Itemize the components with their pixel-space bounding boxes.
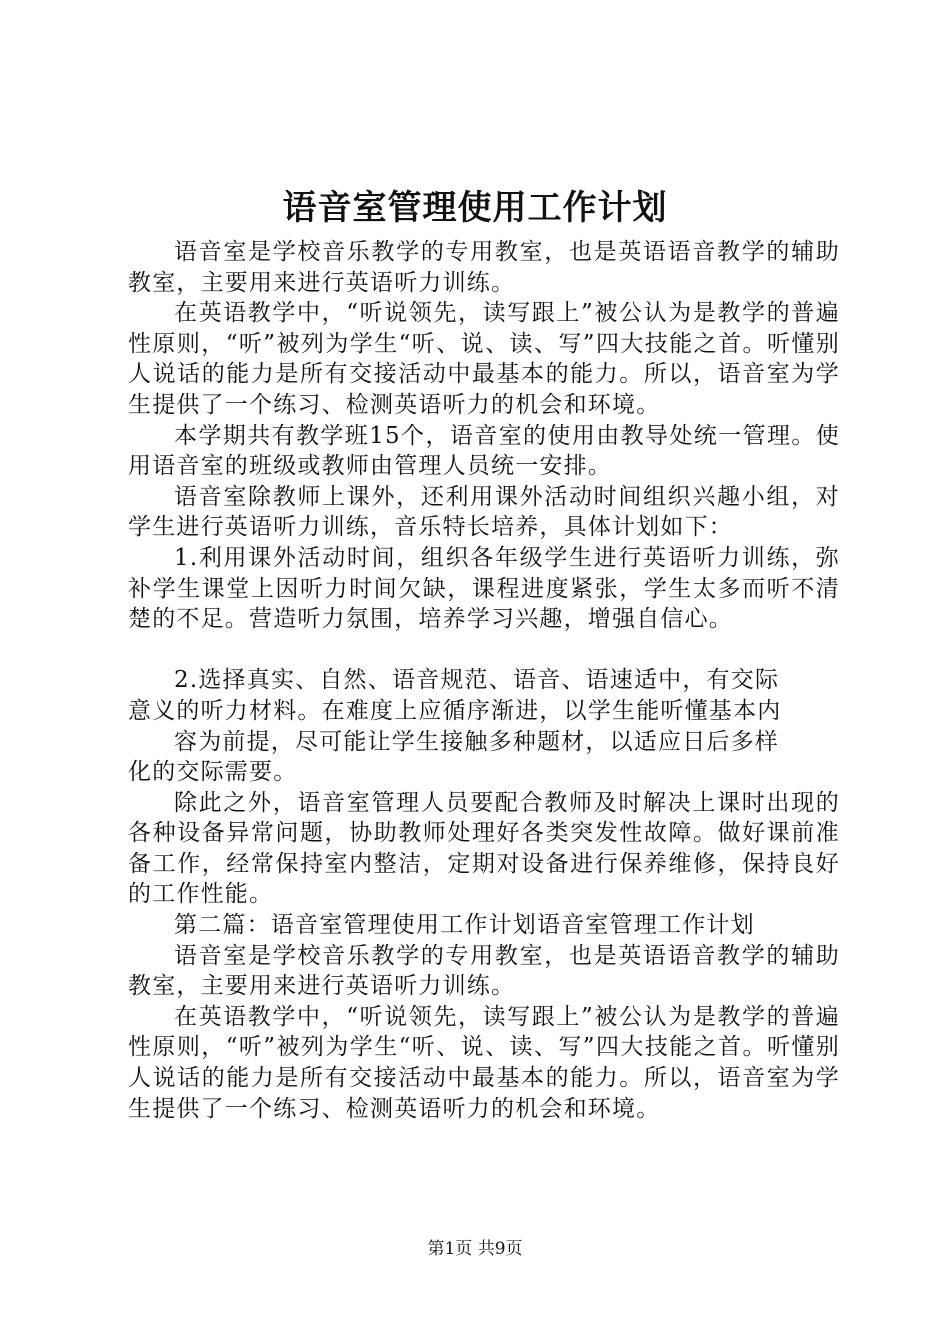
paragraph-intro: 语音室是学校音乐教学的专用教室，也是英语语音教学的辅助教室，主要用来进行英语听力训练。: [128, 239, 840, 296]
blank-line: [128, 635, 840, 666]
item-2-line-2: 意义的听力材料。在难度上应循序渐进，以学生能听懂基本内: [128, 697, 782, 724]
item-2-line-1: 2.选择真实、自然、语音规范、语音、语速适中，有交际: [174, 667, 780, 694]
page-number-footer: 第1页 共9页: [427, 1239, 523, 1259]
document-body: [128, 237, 840, 1124]
paragraph-intro-repeat: 语音室是学校音乐教学的专用教室，也是英语语音教学的辅助教室，主要用来进行英语听力训练。: [128, 942, 840, 1000]
item-2-line-4: 化的交际需要。: [128, 759, 298, 786]
document-title: 语音室管理使用工作计划: [282, 188, 668, 228]
paragraph-item-1: 1.利用课外活动时间，组织各年级学生进行英语听力训练，弥补学生课堂上因听力时间欠缺，课程进度紧张，学生太多而听不清楚的不足。营造听力氛围，培养学习兴趣，增强自信心。: [128, 544, 840, 633]
paragraph-classes: 本学期共有教学班15个，语音室的使用由教导处统一管理。使用语音室的班级或教师由管理人员统一安排。: [128, 422, 840, 480]
paragraph-listening-principle: 在英语教学中，“听说领先，读写跟上”被公认为是教学的普遍性原则，“听”被列为学生“听、说、读、写”四大技能之首。听懂别人说话的能力是所有交接活动中最基本的能力。所以，语音室为学生提供了一个练习、检测英语听力的机会和环境。: [128, 300, 840, 418]
paragraph-maintenance: 除此之外，语音室管理人员要配合教师及时解决上课时出现的各种设备异常问题，协助教师处理好各类突发性故障。做好课前准备工作，经常保持室内整洁，定期对设备进行保养维修，保持良好的工作性能。: [128, 789, 840, 908]
paragraph-listening-principle-repeat: 在英语教学中，“听说领先，读写跟上”被公认为是教学的普遍性原则，“听”被列为学生“听、说、读、写”四大技能之首。听懂别人说话的能力是所有交接活动中最基本的能力。所以，语音室为学生提供了一个练习、检测英语听力的机会和环境。: [128, 1003, 840, 1122]
paragraph-second-part-heading: 第二篇：语音室管理使用工作计划语音室管理工作计划: [174, 912, 755, 939]
item-2-line-3: 容为前提，尽可能让学生接触多种题材，以适应日后多样: [174, 728, 779, 755]
paragraph-interest-groups: 语音室除教师上课外，还利用课外活动时间组织兴趣小组，对学生进行英语听力训练，音乐特长培养，具体计划如下：: [128, 483, 840, 541]
